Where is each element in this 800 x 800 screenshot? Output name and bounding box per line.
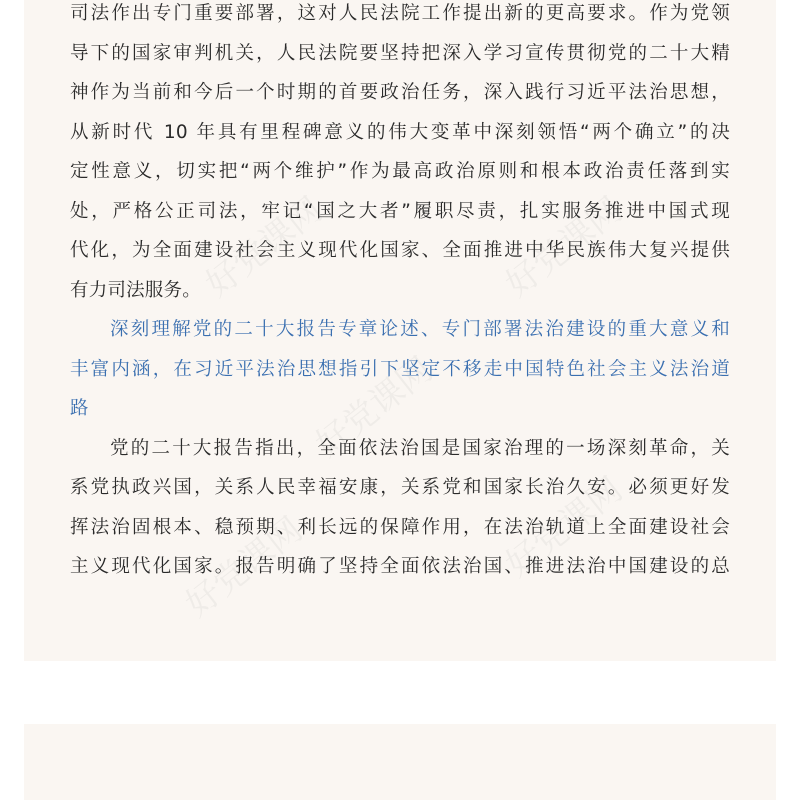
watermark: 好党课网 bbox=[498, 189, 631, 305]
heading-line: 丰富内涵，在习近平法治思想指引下坚定不移走中国特色社会主义法治道 bbox=[70, 358, 730, 380]
watermark: 好党课网 bbox=[198, 189, 331, 305]
watermark: 好党课网 bbox=[178, 509, 311, 625]
text-line: 导下的国家审判机关，人民法院要坚持把深入学习宣传贯彻党的二十大精 bbox=[70, 42, 730, 64]
text-line: 从新时代 10 年具有里程碑意义的伟大变革中深刻领悟“两个确立”的决 bbox=[70, 121, 730, 143]
text-line: 司法作出专门重要部署，这对人民法院工作提出新的更高要求。作为党领 bbox=[70, 3, 730, 24]
text-line: 挥法治固根本、稳预期、利长远的保障作用，在法治轨道上全面建设社会 bbox=[70, 516, 730, 538]
heading-line: 深刻理解党的二十大报告专章论述、专门部署法治建设的重大意义和 bbox=[110, 319, 730, 340]
text-line: 定性意义，切实把“两个维护”作为最高政治原则和根本政治责任落到实 bbox=[70, 161, 730, 182]
next-card bbox=[24, 724, 776, 800]
section-heading bbox=[70, 310, 730, 429]
text-line: 代化，为全面建设社会主义现代化国家、全面推进中华民族伟大复兴提供 bbox=[70, 240, 730, 261]
text-line: 系党执政兴国，关系人民幸福安康，关系党和国家长治久安。必须更好发 bbox=[70, 477, 730, 498]
text-line: 有力司法服务。 bbox=[70, 279, 201, 301]
article-card bbox=[24, 0, 776, 661]
text-line: 神作为当前和今后一个时期的首要政治任务，深入践行习近平法治思想， bbox=[70, 82, 730, 103]
text-line: 处，严格公正司法，牢记“国之大者”履职尽责，扎实服务推进中国式现 bbox=[70, 200, 730, 222]
text-line: 主义现代化国家。报告明确了坚持全面依法治国、推进法治中国建设的总 bbox=[70, 556, 730, 577]
article-body bbox=[70, 0, 730, 587]
paragraph bbox=[70, 0, 730, 310]
text-line: 党的二十大报告指出，全面依法治国是国家治理的一场深刻革命，关 bbox=[110, 437, 730, 459]
paragraph bbox=[70, 429, 730, 587]
heading-line: 路 bbox=[70, 398, 89, 419]
watermark: 好党课网 bbox=[498, 469, 631, 585]
watermark: 好党课网 bbox=[308, 349, 441, 465]
